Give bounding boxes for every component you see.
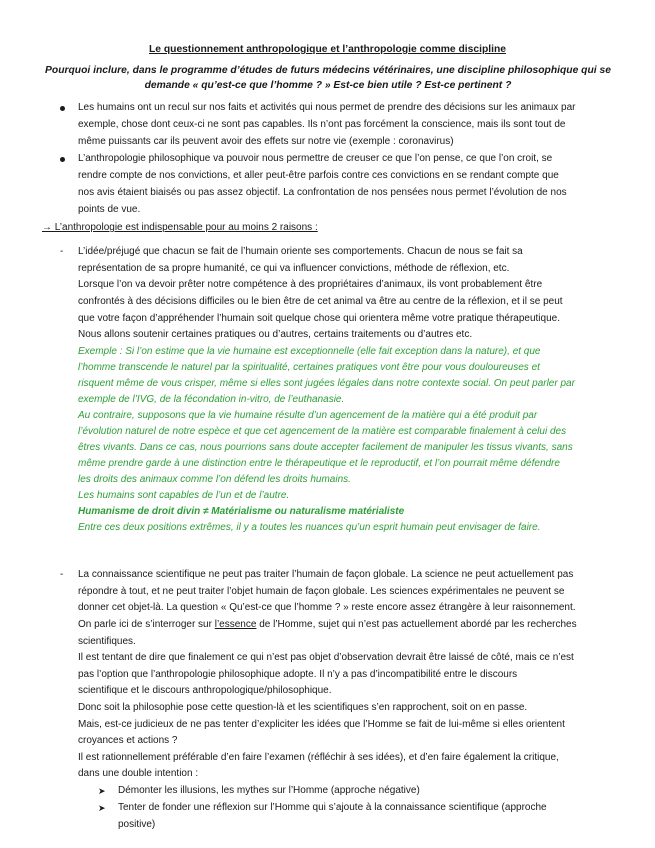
section-heading: → L’anthropologie est indispensable pour au moins 2 raisons : — [42, 222, 318, 233]
example-line: êtres vivants. Dans ce cas, nous pourrions sans doute accepter facilement de manipuler les tissus vivants, sans — [78, 442, 573, 453]
dash-marker: - — [60, 569, 64, 580]
paragraph-line: Il est tentant de dire que finalement ce qui n’est pas objet d’observation devrait être laissé de côté, mais ce n’est — [78, 652, 574, 663]
essence-term: l’essence — [214, 619, 257, 630]
document-title: Le questionnement anthropologique et l’anthropologie comme discipline — [149, 44, 506, 55]
paragraph-line: scientifiques. — [78, 636, 136, 647]
example-line: risquent même de vous crisper, même si elles sont jugées légales dans notre contexte social. On peut parler par — [78, 378, 575, 389]
arrow-bullet-icon: ➤ — [98, 803, 106, 813]
sub-item-line: positive) — [118, 819, 156, 830]
sub-item-line: Tenter de fonder une réflexion sur l’Homme qui s’ajoute à la connaissance scientifique (approche — [118, 802, 547, 813]
paragraph-line: La connaissance scientifique ne peut pas traiter l’humain de façon globale. La science ne peut actuellement pas — [78, 569, 574, 580]
example-line: l’homme transcende le naturel par la spiritualité, certaines pratiques vont être pour vous douloureuses et — [78, 362, 540, 373]
example-line: Les humains sont capables de l’un et de l’autre. — [78, 490, 290, 501]
paragraph-line: points de vue. — [78, 204, 141, 215]
paragraph-line: donner cet objet-là. La question « Qu’est-ce que l’homme ? » reste encore assez étrangère à leur raisonnement. — [78, 602, 576, 613]
example-bold-line: Humanisme de droit divin ≠ Matérialisme ou naturalisme matérialiste — [78, 506, 405, 517]
example-line: Entre ces deux positions extrêmes, il y a toutes les nuances qu’un esprit humain peut envisager de faire. — [78, 522, 541, 533]
example-line: Exemple : Si l’on estime que la vie humaine est exceptionnelle (elle fait exception dans la nature), et que — [78, 346, 541, 357]
example-line: Au contraire, supposons que la vie humaine résulte d’un agencement de la matière qui a été produit par — [78, 410, 538, 421]
paragraph-line: On parle ici de s’interroger sur l’essence de l’Homme, sujet qui n’est pas actuellement abordé par les recherches — [78, 619, 577, 630]
paragraph-line: représentation de sa propre humanité, ce qui va influencer convictions, méthode de réflexion, etc. — [78, 263, 510, 274]
dash-marker: - — [60, 246, 64, 257]
paragraph-line: Donc soit la philosophie pose cette question-là et les scientifiques s’en rapprochent, soit on en passe. — [78, 702, 528, 713]
bullet-icon — [60, 106, 65, 111]
bullet-icon — [60, 157, 65, 162]
arrow-bullet-icon: ➤ — [98, 786, 106, 796]
paragraph-line: rendre compte de nos convictions, et aller peut-être parfois contre ces convictions en se rendant compte que — [78, 170, 559, 181]
paragraph-line: nos avis étaient biaisés ou pas assez objectif. La confrontation de nos pensées nous permet l’évolution de nos — [78, 187, 567, 198]
paragraph-line: Nous allons soutenir certaines pratiques ou d’autres, certains traitements ou d’autres etc. — [78, 329, 473, 340]
paragraph-line: répondre à tout, et ne peut traiter l’objet humain de façon globale. Les sciences expérimentales ne peuvent se — [78, 586, 565, 597]
paragraph-line: Mais, est-ce judicieux de ne pas tenter d’expliciter les idées que l’Homme se fait de lui-même si elles orientent — [78, 719, 565, 730]
paragraph-line: Il est rationnellement préférable d’en faire l’examen (réfléchir à ses idées), et d’en faire également la critique, — [78, 752, 559, 763]
paragraph-line: pas l’option que l’anthropologie philosophique adopte. Il n’y a pas d’incompatibilité entre le discours — [78, 669, 518, 680]
paragraph-line: Les humains ont un recul sur nos faits et activités qui nous permet de prendre des décisions sur les animaux par — [78, 102, 576, 113]
paragraph-line: L’idée/préjugé que chacun se fait de l’humain oriente ses comportements. Chacun de nous se fait sa — [78, 246, 523, 257]
paragraph-line: croyances et actions ? — [78, 735, 178, 746]
paragraph-line: Lorsque l’on va devoir prêter notre compétence à des propriétaires d’animaux, ils vont probablement être — [78, 279, 543, 290]
example-line: les droits des animaux comme l’on défend les droits humains. — [78, 474, 351, 485]
sub-item-line: Démonter les illusions, les mythes sur l’Homme (approche négative) — [118, 785, 420, 796]
paragraph-line: L’anthropologie philosophique va pouvoir nous permettre de creuser ce que l’on pense, ce que l’on croit, se — [78, 153, 553, 164]
example-line: exemple de l’IVG, de la fécondation in-vitro, de l’euthanasie. — [78, 394, 345, 405]
paragraph-line: même puissants car ils peuvent avoir des effets sur notre vie (exemple : coronavirus) — [78, 136, 454, 147]
example-line: même prendre garde à une distinction entre le thérapeutique et le reproductif, et l’on pourrait même défendre — [78, 458, 560, 469]
paragraph-line: que votre façon d’appréhender l’humain soit quelque chose qui orientera même votre pratique thérapeutique. — [78, 313, 560, 324]
paragraph-line: scientifique et le discours anthropologique/philosophique. — [78, 685, 332, 696]
paragraph-line: dans une double intention : — [78, 768, 199, 779]
example-line: l’évolution naturel de notre espèce et que cet agencement de la matière est comparable finalement à celui des — [78, 426, 567, 437]
document-question: Pourquoi inclure, dans le programme d’études de futurs médecins vétérinaires, une discipline philosophique qui se demande « qu’est-ce que l’homme ? » Est-ce bien utile ? Est-ce pertinent ? — [45, 65, 611, 91]
paragraph-line: confrontés à des décisions difficiles ou le bien être de cet animal va être au centre de la réflexion, et il se peut — [78, 296, 563, 307]
paragraph-line: exemple, chose dont ceux-ci ne sont pas capables. Ils n’ont pas forcément la conscience, mais ils sont tout de — [78, 119, 566, 130]
